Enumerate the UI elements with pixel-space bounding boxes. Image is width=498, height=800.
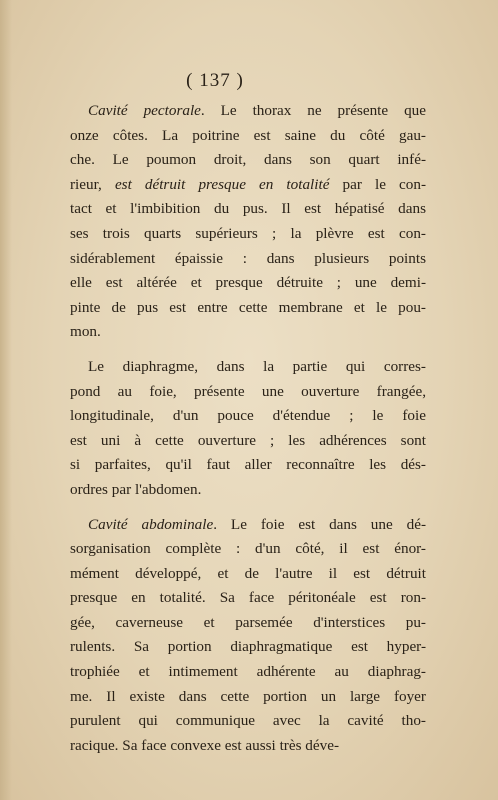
text-run: purulent qui communique avec la cavité tho- <box>70 712 426 730</box>
text-run: pond au foie, présente une ouverture frangée, <box>70 382 426 400</box>
text-run: est uni à cette ouverture ; les adhérences sont <box>70 431 426 449</box>
paragraph <box>70 355 426 503</box>
body-text <box>70 99 426 768</box>
text-line <box>70 148 426 173</box>
text-run: par le con- <box>329 175 427 193</box>
text-line <box>70 380 426 405</box>
text-line <box>70 562 426 587</box>
paragraph <box>70 99 426 345</box>
text-line <box>70 537 426 562</box>
text-run: che. Le poumon droit, dans son quart infé- <box>70 151 426 169</box>
text-run: me. Il existe dans cette portion un large foyer <box>70 687 426 705</box>
text-run: mon. <box>70 323 101 341</box>
paragraph <box>70 513 426 759</box>
text-run: longitudinale, d'un pouce d'étendue ; le foie <box>70 407 426 425</box>
text-run: onze côtes. La poitrine est saine du côté gau- <box>70 126 426 144</box>
text-line <box>70 222 426 247</box>
italic-text: Cavité pectorale <box>88 102 201 119</box>
text-run: tact et l'imbibition du pus. Il est hépatisé dans <box>70 200 426 218</box>
text-run: mément développé, et de l'autre il est détruit <box>70 564 426 582</box>
text-run: Le diaphragme, dans la partie qui corres- <box>88 357 426 375</box>
text-run: pinte de pus est entre cette membrane et le pou- <box>70 298 426 316</box>
text-run: ordres par l'abdomen. <box>70 480 202 498</box>
text-run: trophiée et intimement adhérente au diaphrag- <box>70 663 426 681</box>
text-run: . Le thorax ne présente que <box>200 102 426 119</box>
italic-text: est détruit presque en totalité <box>114 175 330 193</box>
text-run: elle est altérée et presque détruite ; une demi- <box>70 274 426 292</box>
text-line <box>70 404 426 429</box>
text-run: sorganisation complète : d'un côté, il est énor- <box>70 540 426 558</box>
text-line <box>70 453 426 478</box>
text-line <box>70 513 426 538</box>
text-line <box>70 99 426 124</box>
page-gutter-shadow <box>0 0 12 800</box>
text-run: rulents. Sa portion diaphragmatique est hyper- <box>70 638 426 656</box>
italic-text: Cavité abdominale <box>88 515 214 533</box>
text-line <box>70 247 426 272</box>
text-line <box>70 173 426 198</box>
text-line <box>70 355 426 380</box>
text-line <box>70 429 426 454</box>
text-run: presque en totalité. Sa face péritonéale est ron- <box>70 589 426 607</box>
text-line <box>70 197 426 222</box>
text-line <box>70 611 426 636</box>
text-line <box>70 478 426 503</box>
text-line <box>70 271 426 296</box>
text-run: sidérablement épaissie : dans plusieurs points <box>70 249 426 267</box>
text-run: si parfaites, qu'il faut aller reconnaître les dés- <box>70 456 426 474</box>
text-line <box>70 685 426 710</box>
text-run: . Le foie est dans une dé- <box>213 515 426 533</box>
text-line <box>70 296 426 321</box>
text-line <box>70 586 426 611</box>
text-line <box>70 635 426 660</box>
text-line <box>70 660 426 685</box>
text-run: racique. Sa face convexe est aussi très déve- <box>70 736 340 754</box>
text-line <box>70 734 426 759</box>
text-line <box>70 709 426 734</box>
text-run: ses trois quarts supérieurs ; la plèvre est con- <box>70 224 426 242</box>
page-number: ( 137 ) <box>186 70 244 91</box>
text-run: rieur, <box>70 175 115 193</box>
text-line <box>70 124 426 149</box>
text-line <box>70 320 426 345</box>
text-run: gée, caverneuse et parsemée d'interstices pu- <box>70 613 426 631</box>
